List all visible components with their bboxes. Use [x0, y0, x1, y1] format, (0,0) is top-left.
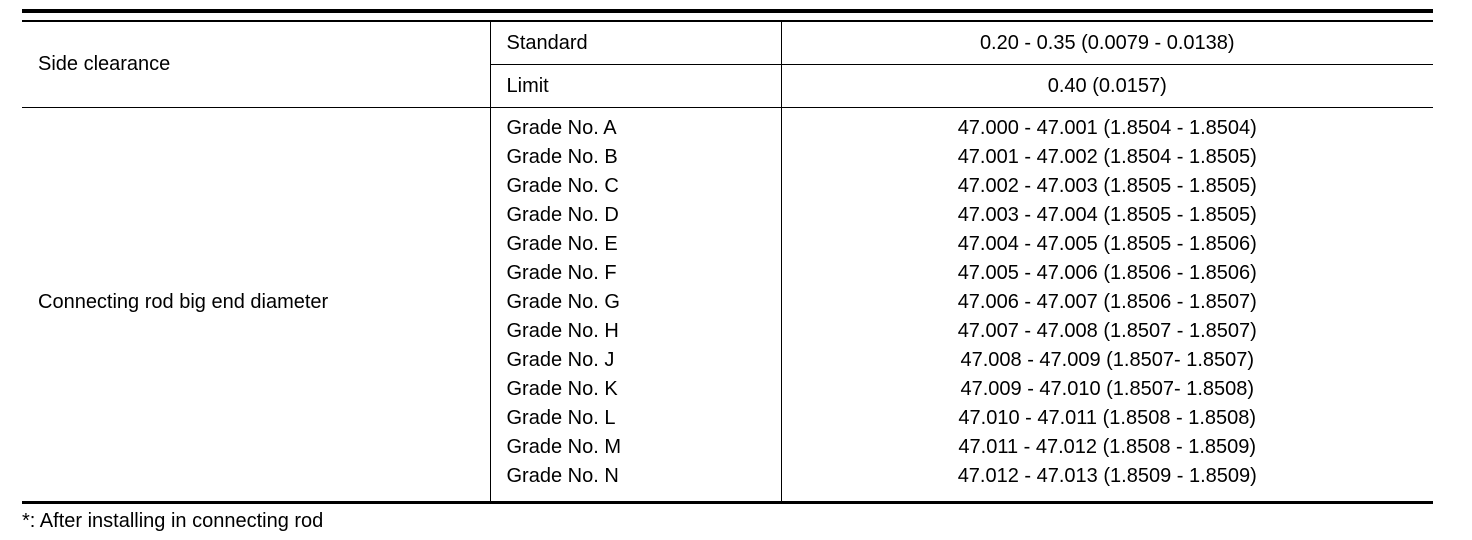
grade-label: Grade No. J — [506, 349, 615, 371]
grade-label: Grade No. E — [506, 233, 618, 255]
limit-value: 0.40 (0.0157) — [781, 65, 1433, 108]
grade-label: Grade No. A — [506, 117, 617, 139]
grade-label: Grade No. C — [506, 175, 619, 197]
grade-value: 47.010 - 47.011 (1.8508 - 1.8508) — [958, 407, 1257, 429]
grade-value: 47.004 - 47.005 (1.8505 - 1.8506) — [957, 233, 1257, 255]
grade-label: Grade No. H — [506, 320, 619, 342]
grade-value: 47.009 - 47.010 (1.8507- 1.8508) — [960, 378, 1255, 400]
grade-label: Grade No. L — [506, 407, 616, 429]
grade-labels-cell — [490, 108, 781, 503]
grade-label: Grade No. B — [506, 146, 618, 168]
grade-label: Grade No. G — [506, 291, 620, 313]
limit-label: Limit — [490, 65, 781, 108]
table-row-big-end-diameter — [22, 108, 1433, 503]
table-top-rule-thick — [22, 9, 1433, 13]
grade-value: 47.007 - 47.008 (1.8507 - 1.8507) — [957, 320, 1257, 342]
grade-value: 47.005 - 47.006 (1.8506 - 1.8506) — [957, 262, 1257, 284]
grade-values-cell — [781, 108, 1433, 503]
spec-table — [22, 22, 1433, 504]
grade-value: 47.002 - 47.003 (1.8505 - 1.8505) — [957, 175, 1257, 197]
grade-label: Grade No. D — [506, 204, 619, 226]
grade-label: Grade No. F — [506, 262, 617, 284]
grade-value: 47.003 - 47.004 (1.8505 - 1.8505) — [957, 204, 1257, 226]
grade-value: 47.011 - 47.012 (1.8508 - 1.8509) — [958, 436, 1257, 458]
grade-value: 47.012 - 47.013 (1.8509 - 1.8509) — [957, 465, 1257, 487]
standard-value: 0.20 - 0.35 (0.0079 - 0.0138) — [781, 22, 1433, 65]
grade-value: 47.001 - 47.002 (1.8504 - 1.8505) — [957, 146, 1257, 168]
grade-value: 47.006 - 47.007 (1.8506 - 1.8507) — [957, 291, 1257, 313]
grade-value: 47.008 - 47.009 (1.8507- 1.8507) — [960, 349, 1255, 371]
grade-value: 47.000 - 47.001 (1.8504 - 1.8504) — [957, 117, 1257, 139]
big-end-diameter-item: Connecting rod big end diameter — [22, 108, 490, 503]
side-clearance-item: Side clearance — [22, 22, 490, 108]
grade-label: Grade No. N — [506, 465, 619, 487]
footnote: *: After installing in connecting rod — [22, 510, 324, 532]
grade-label: Grade No. K — [506, 378, 618, 400]
standard-label: Standard — [490, 22, 781, 65]
table-row-side-clearance-standard — [22, 22, 1433, 65]
grade-label: Grade No. M — [506, 436, 621, 458]
